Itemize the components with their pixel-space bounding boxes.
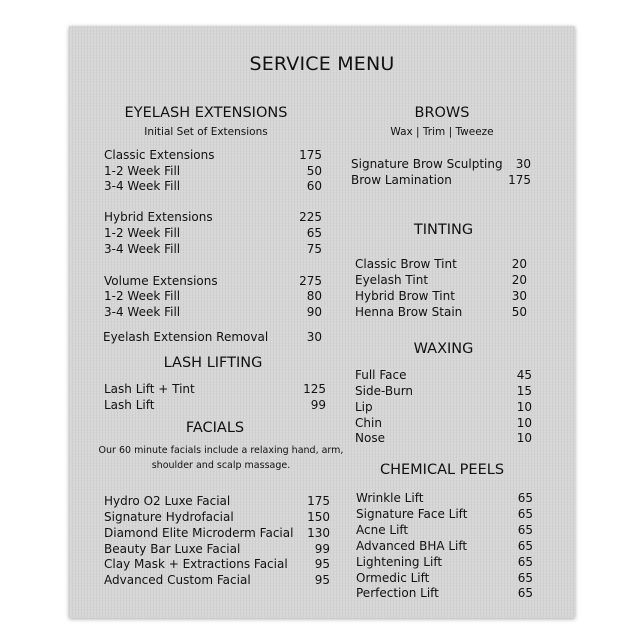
- service-name: Side-Burn: [355, 384, 414, 398]
- service-name: Lash Lift + Tint: [104, 382, 195, 396]
- service-name: Classic Brow Tint: [355, 257, 457, 271]
- service-price: 45: [516, 368, 532, 382]
- service-price: 65: [517, 555, 533, 569]
- price-row: [104, 541, 330, 557]
- service-name: Signature Face Lift: [356, 507, 468, 521]
- service-name: Hybrid Brow Tint: [355, 289, 455, 303]
- price-row: [104, 163, 322, 179]
- service-name: Henna Brow Stain: [355, 305, 463, 319]
- service-price: 175: [307, 494, 330, 508]
- price-row: [355, 415, 532, 431]
- service-name: Perfection Lift: [356, 586, 439, 600]
- price-row: [355, 288, 527, 304]
- facials-description: Our 60 minute facials include a relaxing hand, arm, shoulder and scalp massage.: [98, 445, 344, 471]
- price-row: [351, 172, 531, 188]
- service-name: Clay Mask + Extractions Facial: [104, 557, 288, 571]
- price-row: [355, 399, 532, 415]
- service-name: 1-2 Week Fill: [104, 289, 181, 303]
- service-price: 99: [314, 542, 330, 556]
- service-price: 30: [515, 157, 531, 171]
- service-name: Classic Extensions: [104, 148, 215, 162]
- service-price: 65: [306, 226, 322, 240]
- service-price: 65: [517, 507, 533, 521]
- service-price: 30: [511, 289, 527, 303]
- service-name: Advanced Custom Facial: [104, 573, 251, 587]
- section-heading-tinting: TINTING: [413, 222, 474, 238]
- price-row: [103, 329, 322, 345]
- section-subheading-brows: Wax | Trim | Tweeze: [390, 126, 494, 138]
- service-name: Wrinkle Lift: [356, 491, 424, 505]
- service-price: 99: [310, 398, 326, 412]
- price-row: [104, 209, 322, 225]
- service-name: Signature Hydrofacial: [104, 510, 234, 524]
- service-price: 275: [299, 274, 322, 288]
- price-row: [104, 147, 322, 163]
- page-title: SERVICE MENU: [249, 53, 395, 75]
- price-row: [355, 256, 527, 272]
- service-name: Hydro O2 Luxe Facial: [104, 494, 231, 508]
- price-row: [104, 556, 330, 572]
- service-price: 50: [511, 305, 527, 319]
- price-row: [104, 178, 322, 194]
- service-name: Signature Brow Sculpting: [351, 157, 503, 171]
- price-row: [356, 506, 533, 522]
- service-price: 150: [307, 510, 330, 524]
- price-row: [356, 522, 533, 538]
- service-name: 1-2 Week Fill: [104, 164, 181, 178]
- service-name: Volume Extensions: [104, 274, 218, 288]
- service-name: Acne Lift: [356, 523, 409, 537]
- price-row: [104, 241, 322, 257]
- price-row: [351, 156, 531, 172]
- service-price: 10: [516, 416, 532, 430]
- price-row: [356, 490, 533, 506]
- service-name: 3-4 Week Fill: [104, 305, 181, 319]
- price-row: [104, 273, 322, 289]
- service-price: 95: [314, 557, 330, 571]
- price-row: [104, 572, 330, 588]
- price-row: [104, 525, 330, 541]
- service-name: 3-4 Week Fill: [104, 242, 181, 256]
- service-price: 95: [314, 573, 330, 587]
- price-row: [355, 304, 527, 320]
- service-name: Diamond Elite Microderm Facial: [104, 526, 294, 540]
- service-price: 10: [516, 431, 532, 445]
- service-name: Eyelash Tint: [355, 273, 429, 287]
- service-price: 225: [299, 210, 322, 224]
- service-price: 175: [508, 173, 531, 187]
- service-name: 3-4 Week Fill: [104, 179, 181, 193]
- service-name: Advanced BHA Lift: [356, 539, 468, 553]
- service-price: 20: [511, 273, 527, 287]
- price-row: [356, 570, 533, 586]
- service-price: 125: [303, 382, 326, 396]
- service-name: Chin: [355, 416, 382, 430]
- service-price: 65: [517, 491, 533, 505]
- service-name: Lash Lift: [104, 398, 155, 412]
- section-heading-brows: BROWS: [414, 105, 470, 121]
- service-name: 1-2 Week Fill: [104, 226, 181, 240]
- service-name: Lip: [355, 400, 373, 414]
- price-row: [104, 509, 330, 525]
- service-price: 90: [306, 305, 322, 319]
- price-row: [104, 304, 322, 320]
- service-price: 30: [306, 330, 322, 344]
- service-price: 50: [306, 164, 322, 178]
- service-name: Hybrid Extensions: [104, 210, 213, 224]
- price-row: [356, 554, 533, 570]
- service-price: 80: [306, 289, 322, 303]
- price-row: [356, 585, 533, 601]
- price-row: [355, 367, 532, 383]
- service-price: 65: [517, 539, 533, 553]
- service-name: Ormedic Lift: [356, 571, 430, 585]
- service-price: 75: [306, 242, 322, 256]
- service-name: Nose: [355, 431, 385, 445]
- price-row: [355, 383, 532, 399]
- service-price: 60: [306, 179, 322, 193]
- service-price: 65: [517, 586, 533, 600]
- service-name: Brow Lamination: [351, 173, 452, 187]
- service-name: Beauty Bar Luxe Facial: [104, 542, 241, 556]
- service-price: 65: [517, 523, 533, 537]
- service-price: 175: [299, 148, 322, 162]
- price-row: [104, 381, 326, 397]
- service-price: 10: [516, 400, 532, 414]
- service-price: 130: [307, 526, 330, 540]
- price-row: [104, 397, 326, 413]
- section-heading-waxing: WAXING: [413, 341, 474, 357]
- service-price: 65: [517, 571, 533, 585]
- section-subheading-eyelash: Initial Set of Extensions: [144, 126, 268, 138]
- section-heading-chemical-peels: CHEMICAL PEELS: [379, 462, 505, 478]
- service-name: Lightening Lift: [356, 555, 443, 569]
- service-name: Full Face: [355, 368, 407, 382]
- price-row: [104, 288, 322, 304]
- service-price: 15: [516, 384, 532, 398]
- price-row: [356, 538, 533, 554]
- service-name: Eyelash Extension Removal: [103, 330, 269, 344]
- price-row: [104, 493, 330, 509]
- section-heading-facials: FACIALS: [185, 420, 245, 436]
- price-row: [355, 430, 532, 446]
- price-row: [355, 272, 527, 288]
- service-price: 20: [511, 257, 527, 271]
- price-row: [104, 225, 322, 241]
- section-heading-lash-lifting: LASH LIFTING: [163, 355, 263, 371]
- section-heading-eyelash-extensions: EYELASH EXTENSIONS: [124, 105, 288, 121]
